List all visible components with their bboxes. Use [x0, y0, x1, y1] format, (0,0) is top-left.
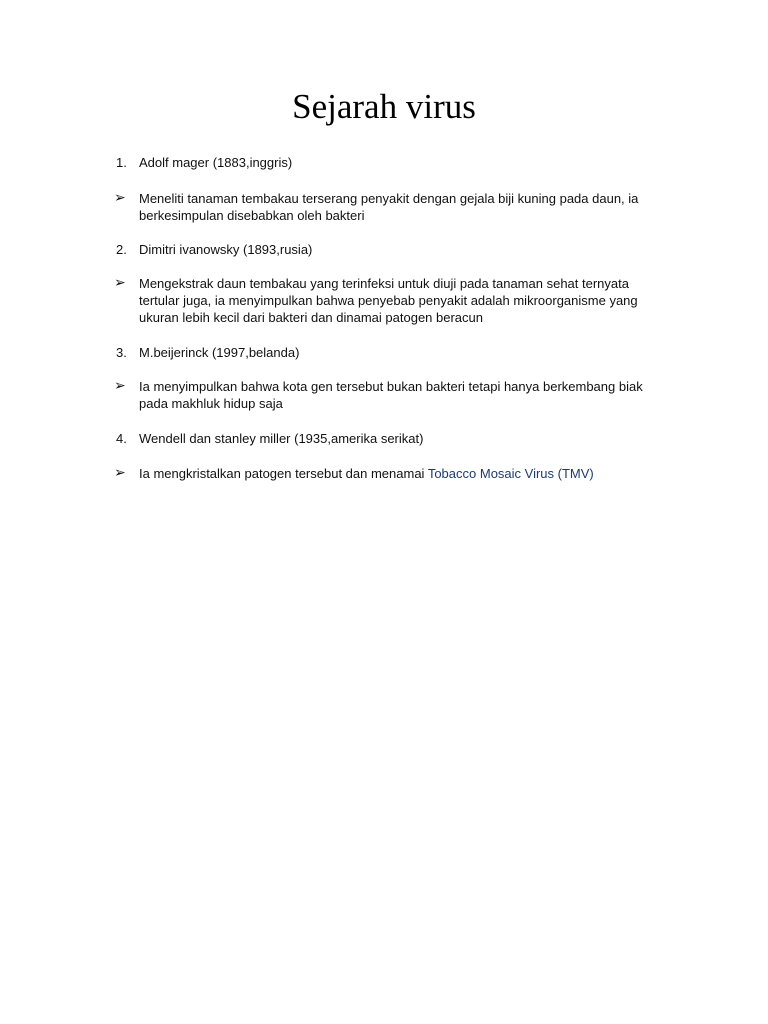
list-item-description-4 [139, 465, 659, 482]
list-item-heading-4 [139, 430, 659, 447]
description-line: Meneliti tanaman tembakau terserang penyakit dengan gejala biji kuning pada daun, ia [139, 191, 639, 206]
description-line: Ia menyimpulkan bahwa kota gen tersebut bukan bakteri tetapi hanya berkembang biak [139, 379, 643, 394]
list-number-3: 3. [116, 345, 127, 360]
list-number-1: 1. [116, 155, 127, 170]
heading-text: Dimitri ivanowsky (1893,rusia) [139, 242, 313, 257]
arrow-bullet-icon: ➢ [114, 378, 126, 394]
description-line: berkesimpulan disebabkan oleh bakteri [139, 208, 365, 223]
heading-text: Adolf mager (1883,inggris) [139, 155, 293, 170]
description-line [139, 465, 659, 482]
list-item-heading-3 [139, 344, 659, 361]
description-line: Mengekstrak daun tembakau yang terinfeksi untuk diuji pada tanaman sehat ternyata [139, 276, 629, 291]
list-number-4: 4. [116, 431, 127, 446]
description-line: ukuran lebih kecil dari bakteri dan dinamai patogen beracun [139, 310, 483, 325]
list-item-heading-2 [139, 241, 659, 258]
heading-text: Wendell dan stanley miller (1935,amerika serikat) [139, 431, 424, 446]
list-item-description-1 [139, 190, 659, 224]
list-item-description-3 [139, 378, 659, 412]
tmv-highlight: Tobacco Mosaic Virus (TMV) [427, 466, 594, 481]
list-number-2: 2. [116, 242, 127, 257]
description-line: tertular juga, ia menyimpulkan bahwa penyebab penyakit adalah mikroorganisme yang [139, 293, 638, 308]
arrow-bullet-icon: ➢ [114, 465, 126, 481]
arrow-bullet-icon: ➢ [114, 275, 126, 291]
page-title: Sejarah virus [292, 87, 476, 126]
list-item-description-2 [139, 275, 659, 326]
description-prefix: Ia mengkristalkan patogen tersebut dan menamai [139, 466, 428, 481]
heading-text: M.beijerinck (1997,belanda) [139, 345, 300, 360]
description-line: pada makhluk hidup saja [139, 396, 283, 411]
arrow-bullet-icon: ➢ [114, 190, 126, 206]
list-item-heading-1 [139, 154, 659, 171]
